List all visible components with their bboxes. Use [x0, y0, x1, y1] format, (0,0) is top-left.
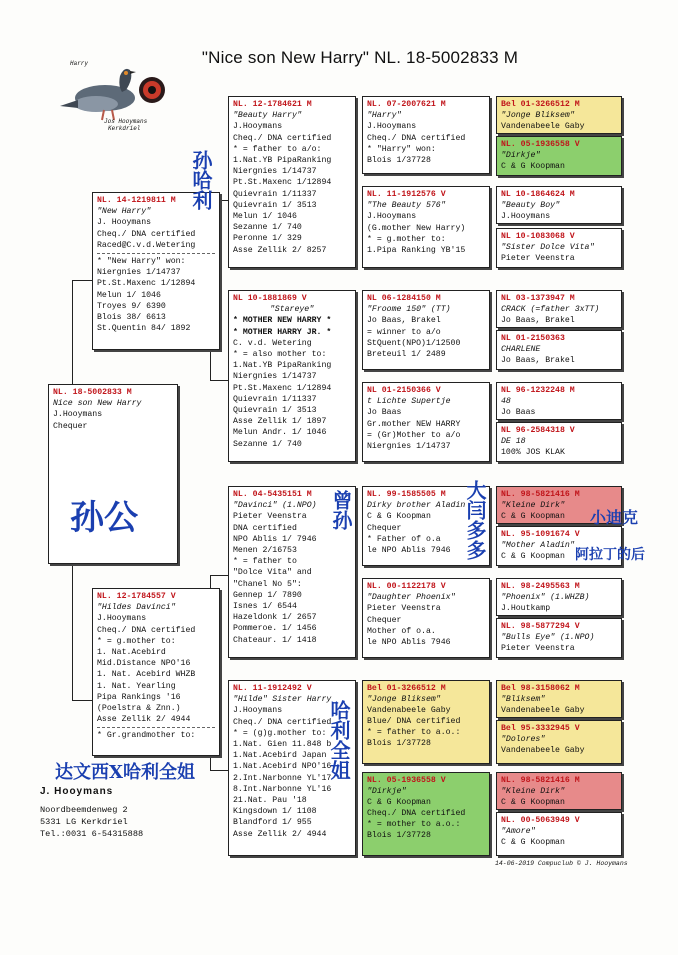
- gp-line: Blandford 1/ 955: [233, 818, 312, 828]
- ggp-line: Chequer: [367, 615, 402, 625]
- sire-result: St.Quentin 84/ 1892: [97, 324, 191, 334]
- great-grandparent-card: [362, 382, 490, 462]
- ggp-line: Blois 1/37728: [367, 831, 431, 840]
- gggp-line: C & G Koopman: [501, 162, 565, 171]
- gp-line: Sezanne 1/ 740: [233, 223, 302, 233]
- gggp-ring: NL. 98-2495563 M: [501, 582, 580, 591]
- gp-line: 8.Int.Narbonne YL'16: [233, 784, 332, 794]
- gp-line: Kingsdown 1/ 1108: [233, 807, 317, 817]
- gggp-ring: NL. 95-1091674 V: [501, 530, 580, 539]
- dam-ring: NL. 12-1784557 V: [97, 592, 176, 601]
- grandparent-card: [228, 96, 356, 268]
- gggp-line: Vandenabeele Gaby: [501, 122, 585, 131]
- dam-line: Mid.Distance NPO'16: [97, 659, 191, 669]
- gp-line: Cheq./ DNA certified: [233, 133, 332, 143]
- gp-line: Pt.St.Maxenc 1/12894: [233, 178, 332, 188]
- dam-line: * = g.mother to:: [97, 636, 176, 646]
- gp-ring: NL. 04-5435151 M: [233, 490, 312, 499]
- ggp-line: Jo Baas: [367, 408, 402, 418]
- gp-line: Peronne 1/ 329: [233, 234, 302, 244]
- great-grandparent-card: [362, 578, 490, 658]
- gp-line: Isnes 1/ 6544: [233, 602, 297, 612]
- owner-name: J. Hooymans: [40, 786, 114, 797]
- logo-top-text: Harry: [70, 60, 89, 67]
- gggp-ring: NL. 98-5877294 V: [501, 622, 580, 631]
- gggp-line: Jo Baas, Brakel: [501, 356, 575, 365]
- gp-name: "Davinci" (1.NPO): [233, 501, 317, 511]
- sire-line: J. Hooymans: [97, 218, 152, 228]
- ggp-line: Vandenabeele Gaby: [367, 706, 451, 715]
- owner-block: [40, 786, 143, 840]
- ggp-name: Dirky brother Aladin: [367, 501, 466, 511]
- dam-line: J.Hooymans: [97, 614, 147, 624]
- gggp-ring: NL. 98-5821416 M: [501, 490, 580, 499]
- handwritten-note: 孙哈利: [189, 150, 213, 210]
- gp-line: Melun Andr. 1/ 1046: [233, 428, 327, 438]
- ggp-ring: NL. 11-1912576 V: [367, 190, 446, 199]
- gp-line: Chateaur. 1/ 1418: [233, 635, 317, 645]
- logo-place: Kerkdriel: [108, 125, 141, 132]
- gggp-ring: NL 10-1083068 V: [501, 232, 575, 241]
- dam-line: 1. Nat. Yearling: [97, 681, 176, 691]
- gp-line: Niergnies 1/14737: [233, 167, 317, 177]
- sire-line: Cheq./ DNA certified: [97, 229, 196, 239]
- ggp-name: "Dirkje": [367, 787, 407, 796]
- gp-line: NPO Ablis 1/ 7946: [233, 534, 317, 544]
- gggp-name: DE 18: [501, 437, 526, 446]
- gggp-ring: NL. 05-1936558 V: [501, 140, 580, 149]
- gggp-card: [496, 578, 622, 616]
- gp-line: "Dolce Vita" and: [233, 568, 312, 578]
- subject-line: J.Hooymans: [53, 410, 103, 420]
- ggp-ring: NL 06-1284150 M: [367, 294, 441, 303]
- gp-line: Gennep 1/ 7890: [233, 590, 302, 600]
- gp-line: 2.Int.Narbonne YL'17: [233, 773, 332, 783]
- gggp-name: CRACK (=father 3xTT): [501, 305, 600, 314]
- ggp-line: le NPO Ablis 7946: [367, 546, 451, 556]
- gp-line: * MOTHER NEW HARRY *: [233, 316, 332, 326]
- gggp-name: CHARLENE: [501, 345, 541, 354]
- gggp-card: [496, 422, 622, 462]
- gggp-name: "Phoenix" (1.WHZB): [501, 593, 590, 602]
- ggp-line: Cheq./ DNA certified: [367, 133, 466, 143]
- gp-line: 1.Nat.YB PipaRanking: [233, 361, 332, 371]
- gggp-name: "Sister Dolce Vita": [501, 243, 595, 252]
- gggp-name: "Dirkje": [501, 151, 541, 160]
- ggp-line: = winner to a/o: [367, 327, 441, 337]
- gggp-name: "Bliksem": [501, 695, 546, 704]
- handwritten-note: 曾孙: [329, 490, 353, 530]
- logo-brand: Jos Hooymans: [104, 118, 148, 125]
- sire-name: "New Harry": [97, 207, 152, 217]
- subject-ring: NL. 18-5002833 M: [53, 388, 132, 397]
- gp-ring: NL. 11-1912492 V: [233, 684, 312, 693]
- gggp-card: [496, 96, 622, 134]
- gggp-ring: NL 10-1864624 M: [501, 190, 575, 199]
- ggp-line: Niergnies 1/14737: [367, 442, 451, 452]
- great-grandparent-card: [362, 290, 490, 370]
- gggp-name: "Kleine Dirk": [501, 501, 565, 510]
- great-grandparent-card: [362, 772, 490, 856]
- ggp-line: Mother of o.a.: [367, 626, 436, 636]
- ggp-ring: Bel 01-3266512 M: [367, 684, 446, 693]
- ggp-line: * = mother to a.o.:: [367, 820, 461, 829]
- gp-name: "Stareye": [269, 305, 315, 315]
- dam-line: * Gr.grandmother to:: [97, 731, 196, 741]
- divider: [97, 253, 215, 254]
- owner-city: 5331 LG Kerkdriel: [40, 817, 128, 827]
- gp-ring: NL 10-1881869 V: [233, 294, 307, 303]
- gggp-card: [496, 680, 622, 718]
- ggp-line: * Father of o.a: [367, 534, 441, 544]
- ggp-ring: NL. 00-1122178 V: [367, 582, 446, 591]
- page-title: "Nice son New Harry" NL. 18-5002833 M: [201, 48, 519, 67]
- sire-result: * "New Harry" won:: [97, 257, 186, 267]
- sire-line: Raced@C.v.d.Wetering: [97, 240, 196, 250]
- ggp-line: StQuent(NPO)1/12500: [367, 338, 461, 348]
- handwritten-note: 小迪克: [590, 508, 639, 527]
- gggp-name: "Jonge Bliksem": [501, 111, 575, 120]
- gp-line: Menen 2/16753: [233, 546, 297, 556]
- gp-line: * = father to a/o:: [233, 144, 322, 154]
- gp-name: "Hilde" Sister Harry: [233, 695, 332, 705]
- dam-name: "Hildes Davinci": [97, 603, 176, 613]
- gggp-line: J.Houtkamp: [501, 604, 551, 613]
- ggp-line: J.Hooymans: [367, 122, 417, 132]
- gggp-card: [496, 772, 622, 810]
- gggp-line: Jo Baas, Brakel: [501, 316, 575, 325]
- gp-line: Asse Zellik 1/ 1897: [233, 417, 327, 427]
- gp-line: Niergnies 1/14737: [233, 372, 317, 382]
- grandparent-card: [228, 290, 356, 462]
- gggp-name: 48: [501, 397, 511, 406]
- gggp-name: "Amore": [501, 827, 536, 836]
- ggp-ring: NL. 07-2007621 M: [367, 100, 446, 109]
- gggp-line: Jo Baas: [501, 408, 536, 417]
- pigeon-logo: [60, 60, 170, 135]
- gggp-card: [496, 228, 622, 268]
- subject-name: Nice son New Harry: [53, 399, 142, 409]
- owner-street: Noordbeemdenweg 2: [40, 805, 128, 815]
- sire-result: Blois 38/ 6613: [97, 313, 166, 323]
- sire-result: Pt.St.Maxenc 1/12894: [97, 279, 196, 289]
- ggp-line: Chequer: [367, 523, 402, 533]
- gggp-line: C & G Koopman: [501, 512, 565, 521]
- gp-line: 1.Nat.Acebird Japan: [233, 751, 327, 761]
- ggp-line: C & G Koopman: [367, 798, 431, 807]
- gp-line: J.Hooymans: [233, 706, 283, 716]
- gp-line: * = also mother to:: [233, 350, 327, 360]
- gggp-card: [496, 382, 622, 420]
- gp-line: C. v.d. Wetering: [233, 338, 312, 348]
- gggp-line: Pieter Veenstra: [501, 254, 575, 263]
- sire-result: Troyes 9/ 6390: [97, 301, 166, 311]
- gp-line: Asse Zellik 2/ 8257: [233, 245, 327, 255]
- gp-line: Pieter Veenstra: [233, 512, 307, 522]
- great-grandparent-card: [362, 186, 490, 268]
- gp-ring: NL. 12-1784621 M: [233, 100, 312, 109]
- dam-card: [92, 588, 220, 756]
- gp-line: Quievrain 1/11337: [233, 394, 317, 404]
- divider: [97, 727, 215, 728]
- gp-name: "Beauty Harry": [233, 111, 302, 121]
- gggp-card: [496, 330, 622, 370]
- gggp-line: 100% JOS KLAK: [501, 448, 565, 457]
- ggp-line: Cheq./ DNA certified: [367, 809, 466, 818]
- gggp-name: "Bulls Eye" (1.NPO): [501, 633, 595, 642]
- gggp-ring: NL 96-1232248 M: [501, 386, 575, 395]
- ggp-line: * = g.mother to:: [367, 234, 446, 244]
- gp-line: Asse Zellik 2/ 4944: [233, 829, 327, 839]
- gggp-line: C & G Koopman: [501, 552, 565, 561]
- gggp-card: [496, 186, 622, 224]
- gp-line: 21.Nat. Pau '18: [233, 796, 307, 806]
- gggp-line: Vandenabeele Gaby: [501, 706, 585, 715]
- gp-line: Quievrain 1/ 3513: [233, 406, 317, 416]
- gggp-card: [496, 136, 622, 176]
- gggp-name: "Kleine Dirk": [501, 787, 565, 796]
- handwritten-note: 大闫多多: [463, 480, 487, 560]
- ggp-line: C & G Koopman: [367, 512, 431, 522]
- dam-line: Pipa Rankings '16: [97, 692, 181, 702]
- ggp-name: t Lichte Supertje: [367, 397, 451, 407]
- gp-line: Cheq./ DNA certified: [233, 717, 332, 727]
- gggp-card: [496, 812, 622, 856]
- dam-line: (Poelstra & Znn.): [97, 704, 181, 714]
- gp-line: Pt.St.Maxenc 1/12894: [233, 383, 332, 393]
- ggp-line: J.Hooymans: [367, 212, 417, 222]
- gp-line: 1.Nat.YB PipaRanking: [233, 156, 332, 166]
- gggp-ring: Bel 98-3158062 M: [501, 684, 580, 693]
- gp-line: * = father to: [233, 557, 297, 567]
- ggp-line: = (Gr)Mother to a/o: [367, 430, 461, 440]
- footer-credit: 14-06-2019 Compuclub © J. Hooymans: [495, 860, 628, 867]
- dam-line: 1. Nat.Acebird: [97, 648, 166, 658]
- gggp-line: C & G Koopman: [501, 798, 565, 807]
- gp-line: Quievrain 1/11337: [233, 189, 317, 199]
- gggp-name: "Dolores": [501, 735, 546, 744]
- handwritten-note: 阿拉丁的后: [575, 547, 645, 563]
- ggp-line: Blue/ DNA certified: [367, 717, 461, 726]
- gp-line: Melun 1/ 1046: [233, 212, 297, 222]
- ggp-line: Breteuil 1/ 2489: [367, 350, 446, 360]
- gp-line: Sezanne 1/ 740: [233, 439, 302, 449]
- sire-result: Melun 1/ 1046: [97, 290, 161, 300]
- gggp-line: J.Hooymans: [501, 212, 551, 221]
- gp-line: J.Hooymans: [233, 122, 283, 132]
- ggp-line: (G.mother New Harry): [367, 223, 466, 233]
- handwritten-note: 哈利全姐: [327, 700, 351, 780]
- sire-card: [92, 192, 220, 350]
- ggp-line: Jo Baas, Brakel: [367, 316, 441, 326]
- gp-line: Pommeroe. 1/ 1456: [233, 624, 317, 634]
- gggp-ring: NL 03-1373947 M: [501, 294, 575, 303]
- gp-line: 1.Nat. Gien 11.848 b: [233, 740, 332, 750]
- ggp-line: * "Harry" won:: [367, 144, 436, 154]
- ggp-ring: NL. 05-1936558 V: [367, 776, 446, 785]
- gggp-ring: Bel 95-3332945 V: [501, 724, 580, 733]
- ggp-ring: NL 01-2150366 V: [367, 386, 441, 395]
- dam-line: Asse Zellik 2/ 4944: [97, 715, 191, 725]
- gggp-line: Vandenabeele Gaby: [501, 746, 585, 755]
- gp-line: Quievrain 1/ 3513: [233, 200, 317, 210]
- gggp-ring: NL 01-2150363: [501, 334, 565, 343]
- gggp-ring: NL. 00-5063949 V: [501, 816, 580, 825]
- gp-line: "Chanel No 5":: [233, 579, 302, 589]
- ggp-line: Gr.mother NEW HARRY: [367, 419, 461, 429]
- gggp-ring: Bel 01-3266512 M: [501, 100, 580, 109]
- gggp-card: [496, 290, 622, 328]
- ggp-name: "Daughter Phoenix": [367, 593, 456, 603]
- ggp-name: "Froome 150" (TT): [367, 305, 451, 315]
- ggp-line: le NPO Ablis 7946: [367, 638, 451, 648]
- ggp-name: "Jonge Bliksem": [367, 695, 441, 704]
- great-grandparent-card: [362, 96, 490, 174]
- ggp-line: Blois 1/37728: [367, 156, 431, 166]
- dam-line: 1. Nat. Acebird WHZB: [97, 670, 196, 680]
- gggp-card: [496, 720, 622, 764]
- gp-line: * = (g)g.mother to:: [233, 728, 327, 738]
- gggp-ring: NL 96-2584318 V: [501, 426, 575, 435]
- subject-line: Chequer: [53, 421, 88, 431]
- ggp-name: "Harry": [367, 111, 402, 121]
- ggp-line: 1.Pipa Ranking YB'15: [367, 246, 466, 256]
- ggp-line: * = father to a.o.:: [367, 728, 461, 737]
- ggp-line: Pieter Veenstra: [367, 604, 441, 614]
- gggp-line: Pieter Veenstra: [501, 644, 575, 653]
- gggp-name: "Beauty Boy": [501, 201, 560, 210]
- handwritten-note: 孙公: [70, 498, 138, 538]
- gggp-name: "Mother Aladin": [501, 541, 575, 550]
- gp-line: DNA certified: [233, 523, 297, 533]
- gp-line: 1.Nat.Acebird NPO'16: [233, 762, 332, 772]
- gggp-ring: NL. 98-5821416 M: [501, 776, 580, 785]
- gggp-card: [496, 618, 622, 658]
- gggp-line: C & G Koopman: [501, 838, 565, 847]
- dam-line: Cheq./ DNA certified: [97, 625, 196, 635]
- sire-result: Niergnies 1/14737: [97, 268, 181, 278]
- owner-tel: Tel.:0031 6-54315888: [40, 829, 144, 839]
- gp-line: * MOTHER HARRY JR. *: [233, 327, 332, 337]
- great-grandparent-card: [362, 680, 490, 764]
- gp-line: Hazeldonk 1/ 2657: [233, 613, 317, 623]
- handwritten-note: 达文西X哈利全姐: [55, 762, 195, 783]
- ggp-line: Blois 1/37728: [367, 739, 431, 748]
- ggp-ring: NL. 99-1585505 M: [367, 490, 446, 499]
- ggp-name: "The Beauty 576": [367, 201, 446, 211]
- sire-ring: NL. 14-1219811 M: [97, 196, 176, 205]
